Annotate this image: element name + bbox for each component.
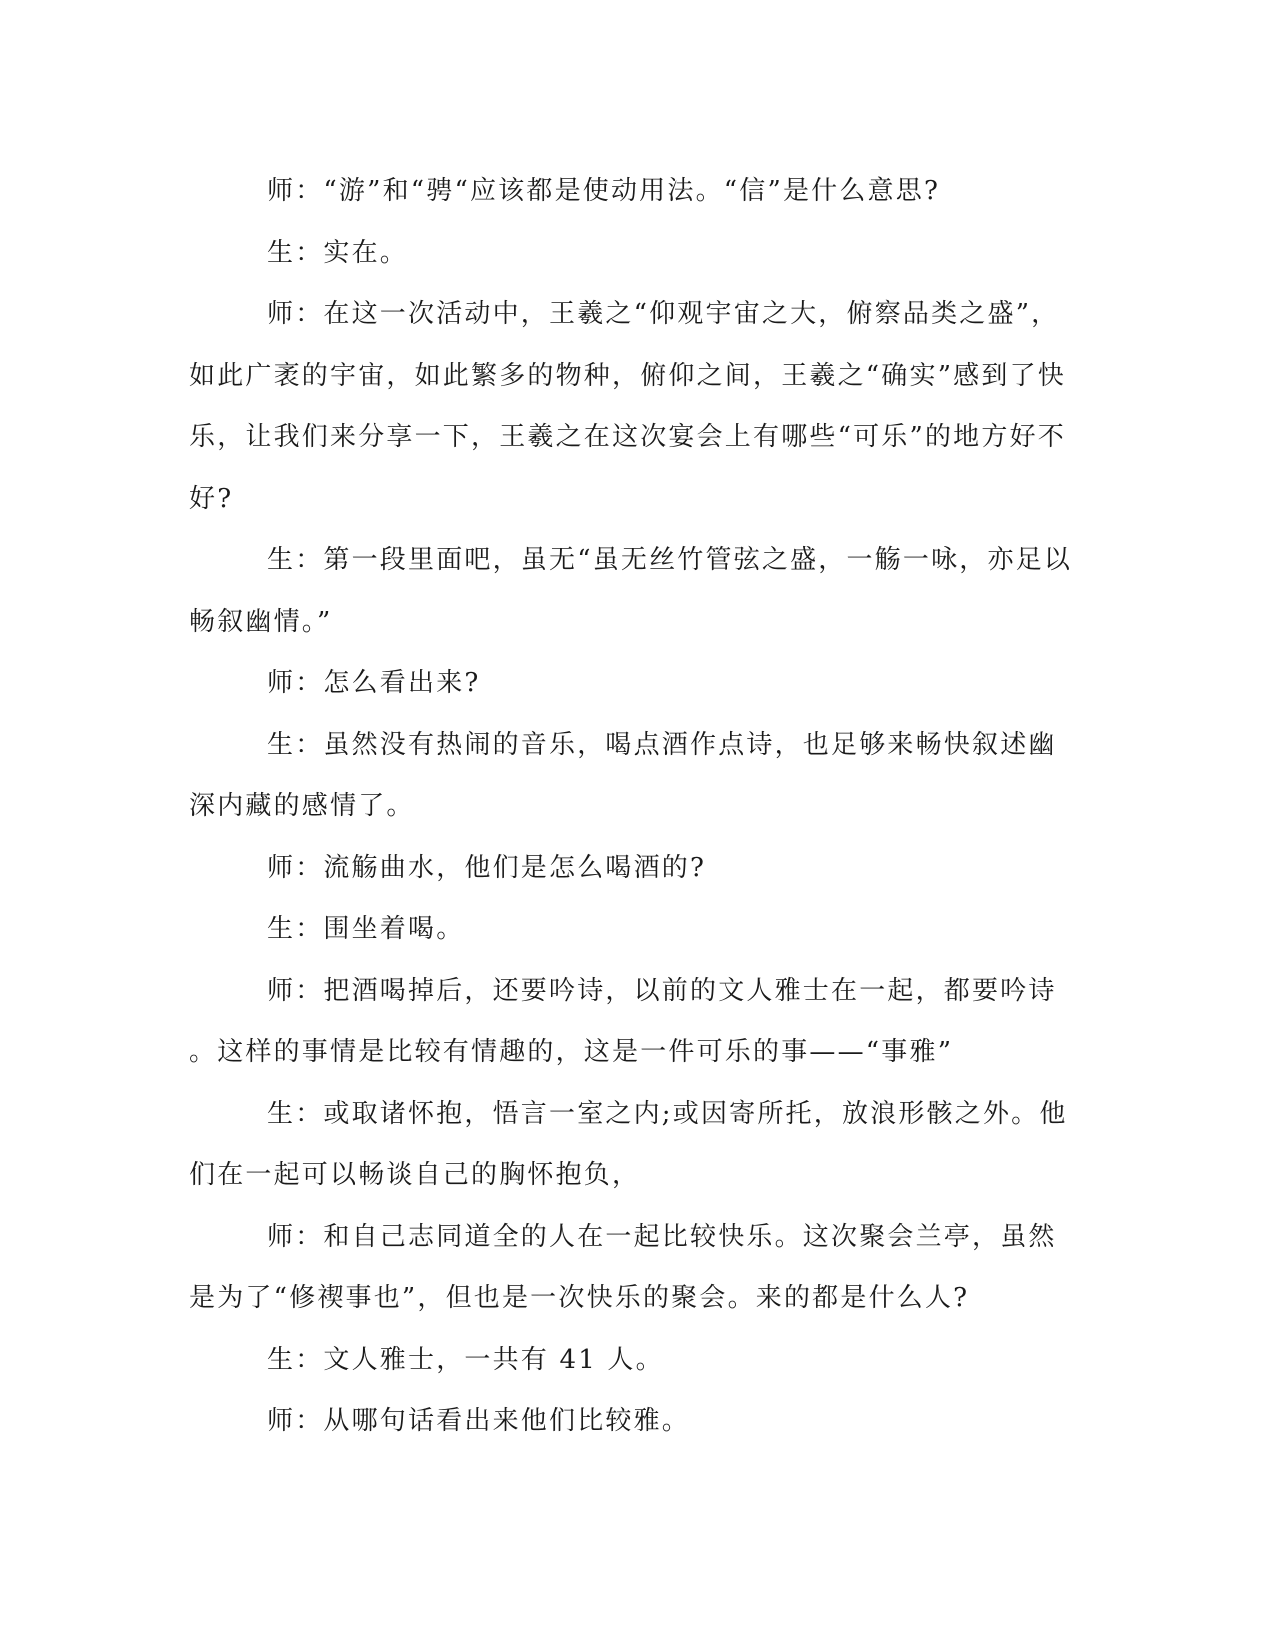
paragraph: 生：实在。 xyxy=(267,237,409,268)
paragraph: 师：怎么看出来? xyxy=(267,668,481,698)
paragraph: 师：在这一次活动中，王羲之“仰观宇宙之大，俯察品类之盛”，如此广袤的宇宙，如此繁多的物种，俯仰之间，王羲之“确实”感到了快乐，让我们来分享一下，王羲之在这次宴会上有哪些“可乐”的地方好不好? xyxy=(189,299,1066,514)
paragraph: 师：把酒喝掉后，还要吟诗，以前的文人雅士在一起，都要吟诗 xyxy=(267,975,1057,1006)
paragraph: 师：“游”和“骋“应该都是使动用法。“信”是什么意思? xyxy=(267,176,941,206)
document-body xyxy=(189,161,1079,1453)
paragraph-continuation: 。这样的事情是比较有情趣的，这是一件可乐的事——“事雅” xyxy=(189,1037,954,1067)
paragraph: 师：从哪句话看出来他们比较雅。 xyxy=(267,1406,691,1436)
paragraph: 师：和自己志同道全的人在一起比较快乐。这次聚会兰亭，虽然是为了“修禊事也”，但也是一次快乐的聚会。来的都是什么人? xyxy=(189,1221,1057,1313)
paragraph: 生：虽然没有热闹的音乐，喝点酒作点诗，也足够来畅快叙述幽深内藏的感情了。 xyxy=(189,729,1057,821)
paragraph: 师：流觞曲水，他们是怎么喝酒的? xyxy=(267,852,707,883)
paragraph: 生：文人雅士，一共有 41 人。 xyxy=(267,1344,664,1375)
paragraph: 生：围坐着喝。 xyxy=(267,914,465,944)
paragraph: 生：或取诸怀抱，悟言一室之内;或因寄所托，放浪形骸之外。他们在一起可以畅谈自己的胸怀抱负， xyxy=(189,1098,1068,1190)
paragraph: 生：第一段里面吧，虽无“虽无丝竹管弦之盛，一觞一咏，亦足以畅叙幽情。” xyxy=(189,545,1073,637)
